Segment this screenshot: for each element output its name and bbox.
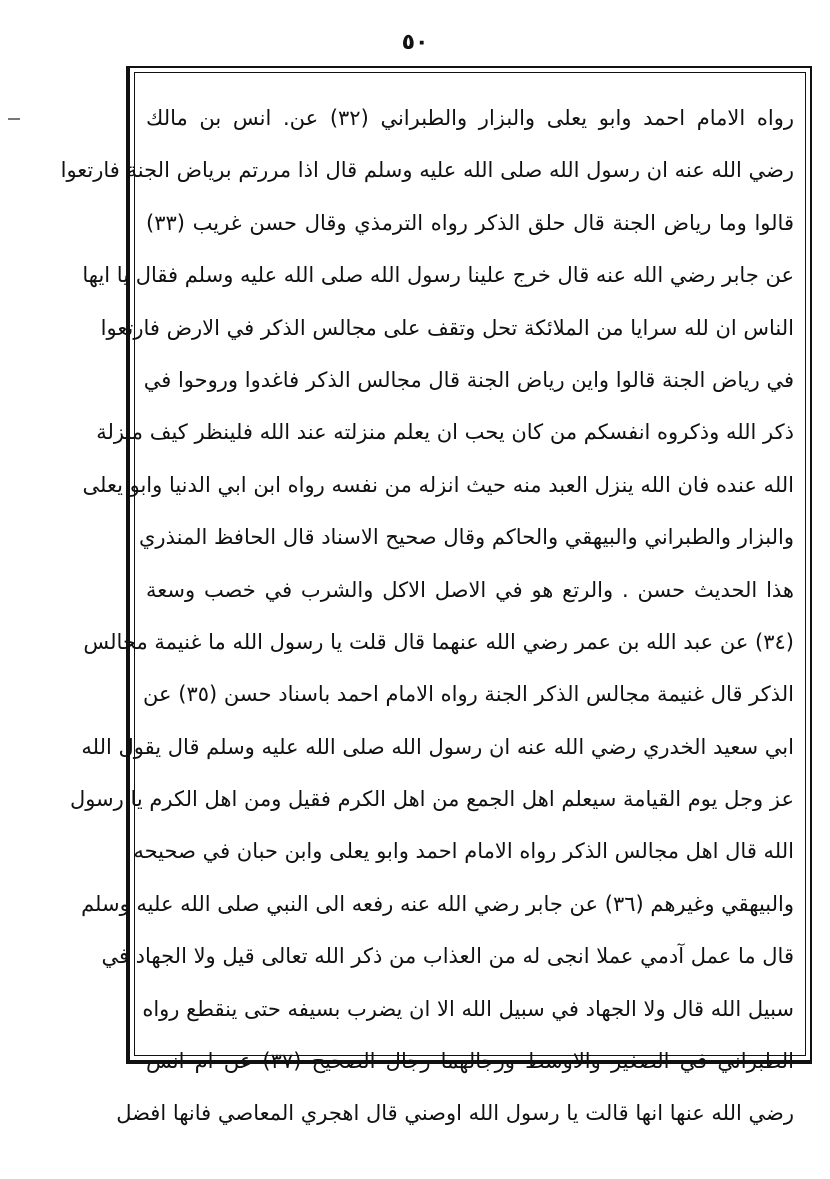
text-line: والبيهقي وغيرهم (٣٦) عن جابر رضي الله عنه رفعه الى النبي صلى الله عليه وسلم: [81, 891, 794, 916]
text-line: هذا الحديث حسن . والرتع هو في الاصل الاكل والشرب في خصب وسعة: [146, 577, 794, 602]
margin-mark: [8, 118, 20, 120]
text-line: ابي سعيد الخدري رضي الله عنه ان رسول الله صلى الله عليه وسلم قال يقول الله: [81, 734, 794, 759]
text-line: قال ما عمل آدمي عملا انجى له من العذاب من ذكر الله تعالى قيل ولا الجهاد في: [101, 944, 794, 969]
text-line: الله قال اهل مجالس الذكر رواه الامام احمد وابو يعلى وابن حبان في صحيحه: [133, 839, 794, 864]
text-line: ذكر الله وذكروه انفسكم من كان يحب ان يعلم منزلته عند الله فلينظر كيف منزلة: [96, 420, 794, 445]
text-line: رواه الامام احمد وابو يعلى والبزار والطبراني (٣٢) عن. انس بن مالك: [146, 106, 794, 130]
text-line: في رياض الجنة قالوا واين رياض الجنة قال مجالس الذكر فاغدوا وروحوا في: [143, 367, 794, 392]
page-number: ٥٠: [401, 30, 429, 55]
text-line: الناس ان لله سرايا من الملائكة تحل وتقف على مجالس الذكر في الارض فارتعوا: [100, 315, 794, 340]
text-line: الله عنده فان الله ينزل العبد منه حيث انزله من نفسه رواه ابن ابي الدنيا وابو يعلى: [82, 472, 794, 497]
text-line: عن جابر رضي الله عنه قال خرج علينا رسول الله صلى الله عليه وسلم فقال يا ايها: [82, 263, 794, 288]
text-line: عز وجل يوم القيامة سيعلم اهل الجمع من اهل الكرم فقيل ومن اهل الكرم يا رسول: [69, 787, 794, 812]
text-line: رضي الله عنها انها قالت يا رسول الله اوصني قال اهجري المعاصي فانها افضل: [116, 1101, 794, 1126]
text-line: قالوا وما رياض الجنة قال حلق الذكر رواه الترمذي وقال حسن غريب (٣٣): [146, 210, 794, 235]
text-line: الذكر قال غنيمة مجالس الذكر الجنة رواه الامام احمد باسناد حسن (٣٥) عن: [143, 682, 794, 707]
body-text: [60, 92, 794, 1140]
text-line: الطبراني في الصغير والاوسط ورجالهما رجال الصحيح (٣٧) عن ام انس: [146, 1049, 794, 1074]
text-line: سبيل الله قال ولا الجهاد في سبيل الله الا ان يضرب بسيفه حتى ينقطع رواه: [142, 996, 794, 1021]
text-line: رضي الله عنه ان رسول الله صلى الله عليه وسلم قال اذا مررتم برياض الجنة فارتعوا: [60, 158, 794, 183]
text-line: (٣٤) عن عبد الله بن عمر رضي الله عنهما قال قلت يا رسول الله ما غنيمة مجالس: [83, 629, 794, 654]
text-line: والبزار والطبراني والبيهقي والحاكم وقال صحيح الاسناد قال الحافظ المنذري: [139, 525, 794, 550]
